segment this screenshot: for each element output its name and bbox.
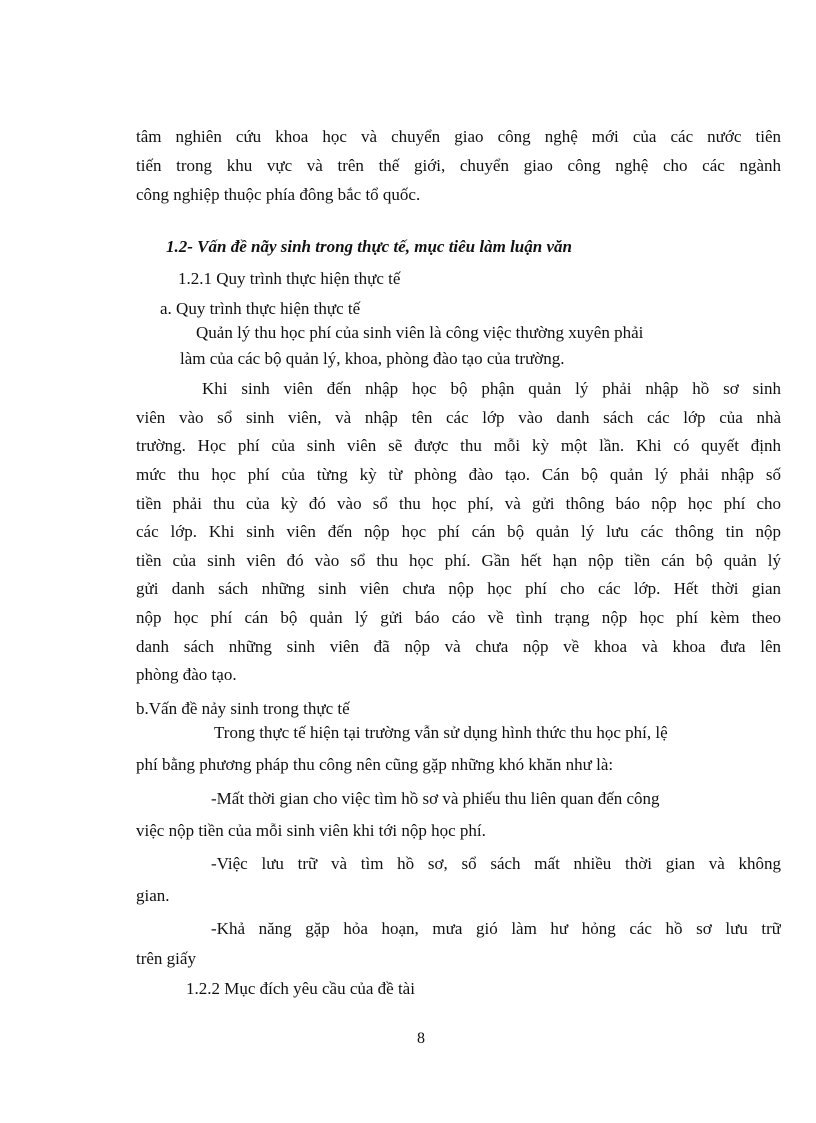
subsection-heading-1-2-2: 1.2.2 Mục đích yêu cầu của đề tài: [186, 979, 415, 998]
item-b-heading: b.Vấn đề nảy sinh trong thực tế: [136, 699, 350, 718]
subsection-heading-1-2-1: 1.2.1 Quy trình thực hiện thực tế: [178, 269, 401, 288]
para-a2-line-2: viên vào sổ sinh viên, và nhập tên các lớp vào danh sách các lớp của nhà: [136, 408, 781, 427]
section-heading: 1.2- Vấn đề nãy sinh trong thực tế, mục tiêu làm luận văn: [166, 237, 572, 256]
para-a2-line-10: danh sách những sinh viên đã nộp và chưa nộp về khoa và khoa đưa lên: [136, 637, 781, 656]
para-b1-line-2: phí bằng phương pháp thu công nên cũng gặp những khó khăn như là:: [136, 755, 614, 774]
para-a1-line-1: Quản lý thu học phí của sinh viên là công việc thường xuyên phải: [196, 323, 644, 342]
item-a-heading: a. Quy trình thực hiện thực tế: [160, 299, 361, 318]
para-a2-line-6: các lớp. Khi sinh viên đến nộp học phí cán bộ quản lý lưu các thông tin nộp: [136, 522, 781, 541]
bullet-3-line-2: trên giấy: [136, 949, 196, 968]
intro-line-3: công nghiệp thuộc phía đông bắc tổ quốc.: [136, 185, 421, 204]
para-a2-line-7: tiền của sinh viên đó vào sổ thu học phí. Gần hết hạn nộp tiền cán bộ quản lý: [136, 551, 781, 570]
para-a2-line-4: mức thu học phí của từng kỳ từ phòng đào tạo. Cán bộ quản lý phải nhập số: [136, 465, 781, 484]
para-a2-line-9: nộp học phí cán bộ quản lý gửi báo cáo về tình trạng nộp học phí kèm theo: [136, 608, 781, 627]
bullet-3-line-1: -Khả năng gặp hỏa hoạn, mưa gió làm hư hỏng các hồ sơ lưu trữ: [211, 919, 781, 938]
para-a2-line-8: gửi danh sách những sinh viên chưa nộp học phí cho các lớp. Hết thời gian: [136, 579, 781, 598]
para-b1-line-1: Trong thực tế hiện tại trường vẫn sử dụng hình thức thu học phí, lệ: [214, 723, 668, 742]
para-a2-line-11: phòng đào tạo.: [136, 665, 237, 684]
para-a2-line-5: tiền phải thu của kỳ đó vào sổ thu học phí, và gửi thông báo nộp học phí cho: [136, 494, 781, 513]
intro-line-1: tâm nghiên cứu khoa học và chuyển giao công nghệ mới của các nước tiên: [136, 127, 781, 146]
bullet-2-line-2: gian.: [136, 886, 170, 905]
bullet-1-line-1: -Mất thời gian cho việc tìm hồ sơ và phiếu thu liên quan đến công: [211, 789, 660, 808]
bullet-1-line-2: việc nộp tiền của mỗi sinh viên khi tới nộp học phí.: [136, 821, 486, 840]
para-a2-line-1: Khi sinh viên đến nhập học bộ phận quản lý phải nhập hồ sơ sinh: [202, 379, 781, 398]
intro-line-2: tiến trong khu vực và trên thế giới, chuyển giao công nghệ cho các ngành: [136, 156, 781, 175]
page-number: 8: [417, 1030, 425, 1047]
para-a1-line-2: làm của các bộ quản lý, khoa, phòng đào tạo của trường.: [180, 349, 565, 368]
para-a2-line-3: trường. Học phí của sinh viên sẽ được thu mỗi kỳ một lần. Khi có quyết định: [136, 436, 781, 455]
bullet-2-line-1: -Việc lưu trữ và tìm hồ sơ, sổ sách mất nhiều thời gian và không: [211, 854, 781, 873]
